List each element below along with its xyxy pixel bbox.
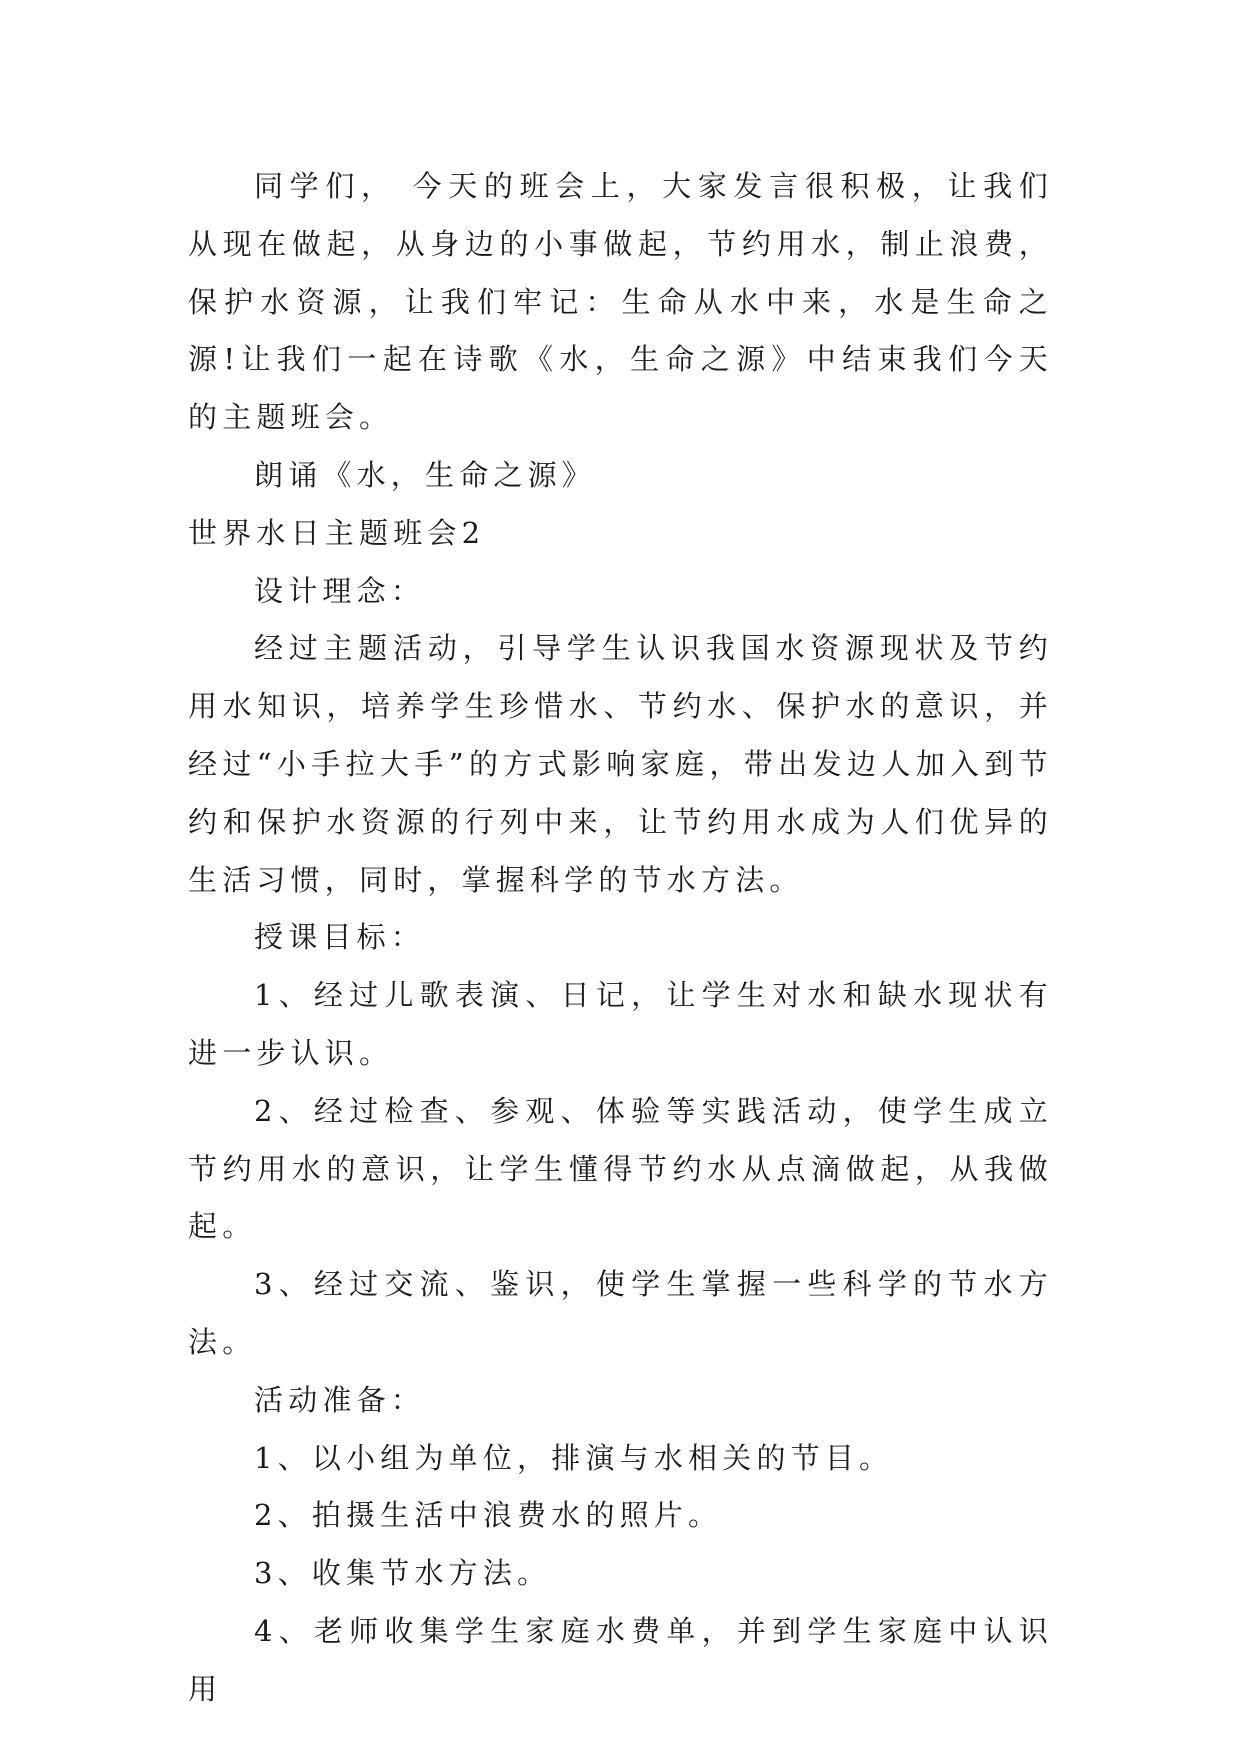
- teaching-goal-item: 1、经过儿歌表演、日记，让学生对水和缺水现状有进一步认识。: [188, 978, 1053, 1070]
- activity-prep-item: 4、老师收集学生家庭水费单，并到学生家庭中认识用: [188, 1613, 1053, 1706]
- design-concept-heading: 设计理念：: [254, 573, 426, 608]
- paragraph-recitation: 朗诵《水，生命之源》: [254, 457, 597, 492]
- activity-prep-item: 1、以小组为单位，排演与水相关的节目。: [254, 1440, 894, 1475]
- activity-prep-item: 2、拍摄生活中浪费水的照片。: [254, 1498, 723, 1533]
- section-title: 世界水日主题班会2: [188, 515, 486, 550]
- document-body: [188, 158, 1053, 1719]
- teaching-goal-item: 2、经过检查、参观、体验等实践活动，使学生成立节约用水的意识，让学生懂得节约水从点滴做起，从我做起。: [188, 1093, 1053, 1244]
- design-concept-body: 经过主题活动，引导学生认识我国水资源现状及节约用水知识，培养学生珍惜水、节约水、保护水的意识，并经过“小手拉大手”的方式影响家庭，带出发边人加入到节约和保护水资源的行列中来，让节约用水成为人们优异的生活习惯，同时，掌握科学的节水方法。: [188, 631, 1053, 897]
- activity-prep-item: 3、收集节水方法。: [254, 1556, 552, 1591]
- activity-prep-heading: 活动准备：: [254, 1382, 426, 1417]
- teaching-goal-item: 3、经过交流、鉴识，使学生掌握一些科学的节水方法。: [188, 1267, 1053, 1359]
- teaching-goals-heading: 授课目标：: [254, 920, 426, 955]
- paragraph-closing-remarks: 同学们， 今天的班会上，大家发言很积极，让我们从现在做起，从身边的小事做起，节约用水，制止浪费， 保护水资源，让我们牢记：生命从水中来，水是生命之源!让我们一起在诗歌《水，生命之源》中结束我们今天的主题班会。: [188, 169, 1053, 435]
